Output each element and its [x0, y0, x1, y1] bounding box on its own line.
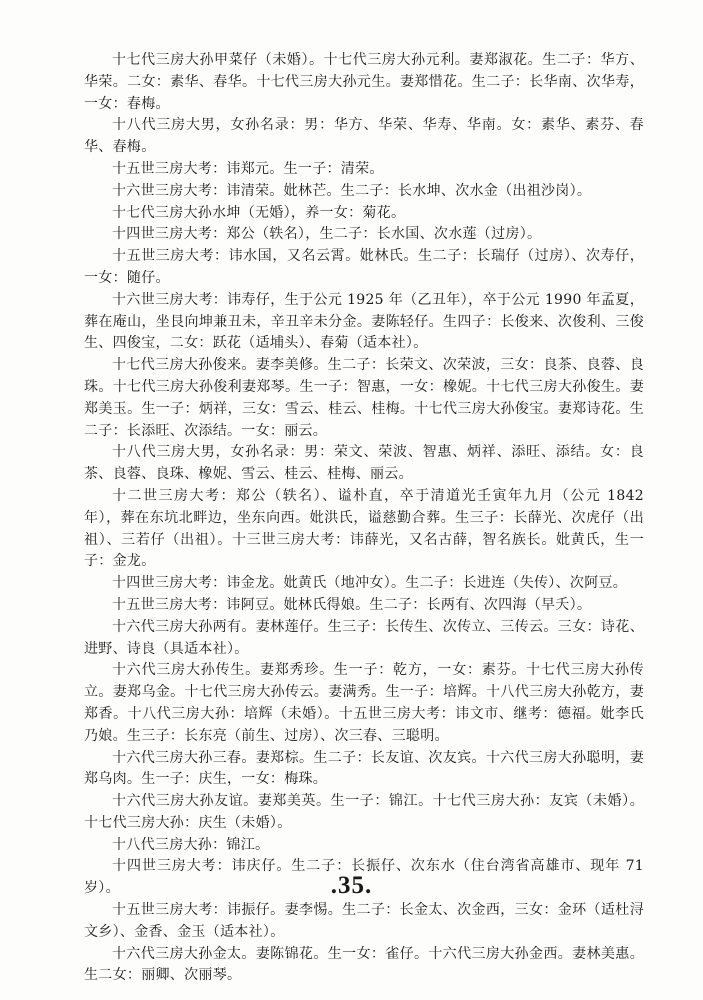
paragraph: 十七代三房大孙水坤（无婚），养一女：菊花。 [112, 204, 406, 221]
page-number: .35. [330, 872, 373, 899]
paragraph: 十六世三房大考：讳寿仔，生于公元 1925 年（乙丑年），卒于公元 1990 年孟夏，葬在庵山，坐艮向坤兼丑未，辛丑辛未分金。妻陈轻仔。生四子：长俊来、次俊利、三俊生、四俊宝，二女：跃花（适埔头）、春菊（适本社）。 [84, 291, 644, 352]
paragraph: 十五世三房大考：讳水国，又名云霄。妣林氏。生二子：长瑞仔（过房）、次寿仔，一女：随仔。 [84, 248, 644, 286]
paragraph: 十七代三房大孙俊来。妻李美修。生二子：长荣文、次荣波，三女：良茶、良蓉、良珠。十七代三房大孙俊利妻郑琴。生一子：智惠，一女：橡妮。十七代三房大孙俊生。妻郑美玉。生一子：炳祥，三女：雪云、桂云、桂梅。十七代三房大孙俊宝。妻郑诗花。生二子：长添旺、次添结。一女：丽云。 [84, 357, 644, 439]
paragraph: 十六代三房大孙传生。妻郑秀珍。生一子：乾方，一女：素芬。十七代三房大孙传立。妻郑乌金。十七代三房大孙传云。妻满秀。生一子：培辉。十八代三房大孙乾方，妻郑香。十八代三房大孙：培辉（未婚）。十五世三房大考：讳文市、继考：德福。妣李氏乃娘。生三子：长东亮（前生、过房）、次三春、三聪明。 [84, 662, 644, 744]
paragraph: 十五世三房大考：讳振仔。妻李惕。生二子：长金太、次金西，三女：金环（适杜浔文乡）、金香、金玉（适本社）。 [84, 902, 644, 940]
paragraph: 十二世三房大考：郑公（轶名）、谥朴直，卒于清道光壬寅年九月（公元 1842 年），葬在东坑北畔边，坐东向西。妣洪氏，谥慈勤合葬。生三子：长薛光、次虎仔（出祖）、三若仔（出祖）。十三世三房大考：讳薛光，又名古薛，智名族长。妣黄氏，生一子：金龙。 [84, 487, 644, 570]
paragraph: 十六代三房大孙两有。妻林莲仔。生三子：长传生、次传立、三传云。三女：诗花、进野、诗良（具适本社）。 [84, 618, 644, 657]
paragraph: 十六代三房大孙三春。妻郑棕。生二子：长友谊、次友宾。十六代三房大孙聪明，妻郑乌肉。生一子：庆生，一女：梅珠。 [84, 749, 644, 788]
paragraph: 十六代三房大孙金太。妻陈锦花。生一女：雀仔。十六代三房大孙金西。妻林美惠。生二女：丽卿、次丽琴。 [84, 945, 644, 984]
paragraph: 十六世三房大考：讳清荣。妣林芒。生二子：长水坤、次水金（出祖沙岗）。 [112, 182, 592, 199]
paragraph: 十四世三房大考：讳金龙。妣黄氏（地冲女）。生二子：长进连（失传）、次阿豆。 [112, 575, 628, 592]
paragraph: 十七代三房大孙甲菜仔（未婚）。十七代三房大孙元利。妻郑淑花。生二子：华方、华荣。二女：素华、春华。十七代三房大孙元生。妻郑惜花。生二子：长华南、次华寿，一女：春梅。 [84, 52, 644, 112]
paragraph: 十八代三房大男，女孙名录：男：荣文、荣波、智惠、炳祥、添旺、添结。女：良茶、良蓉、良珠、橡妮、雪云、桂云、桂梅、丽云。 [84, 444, 644, 483]
paragraph: 十八代三房大男，女孙名录：男：华方、华荣、华寿、华南。女：素华、素芬、春华、春梅。 [84, 117, 644, 156]
paragraph: 十四世三房大考：郑公（轶名），生二子：长水国、次水莲（过房）。 [112, 226, 542, 243]
paragraph: 十五世三房大考：讳郑元。生一子：清荣。 [112, 160, 384, 177]
paragraph: 十六代三房大孙友谊。妻郑美英。生一子：锦江。十七代三房大孙：友宾（未婚）。十七代三房大孙：庆生（未婚）。 [84, 793, 644, 831]
paragraph: 十八代三房大孙：锦江。 [112, 836, 270, 853]
genealogy-text [84, 50, 644, 987]
paragraph: 十四世三房大考：讳庆仔。生二子：长振仔、次东水（住台湾省高雄市、现年 71 岁）。 [84, 858, 644, 897]
paragraph: 十五世三房大考：讳阿豆。妣林氏得娘。生二子：长两有、次四海（早夭）。 [112, 596, 592, 613]
